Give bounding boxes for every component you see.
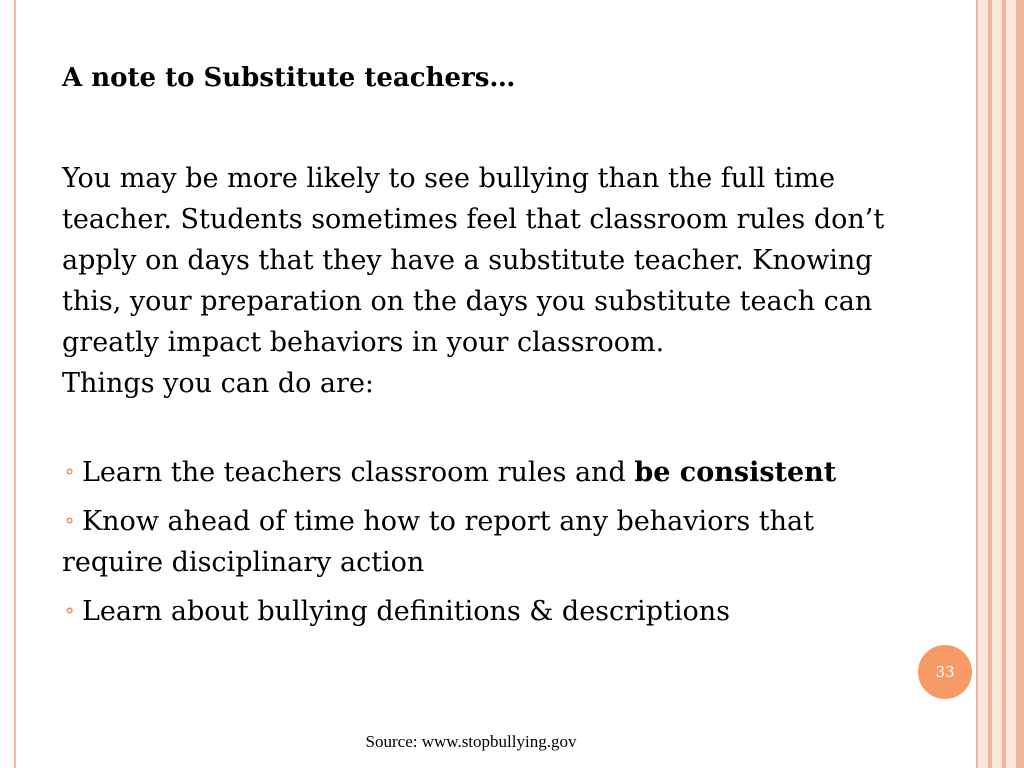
list-item [62,591,902,632]
page-number-badge: 33 [918,645,972,699]
decorative-stripe [1016,0,1024,768]
list-item [62,501,902,583]
bullet-text: Learn about bullying definitions & descriptions [82,596,730,627]
decorative-stripe [978,0,988,768]
bullet-text: Learn the teachers classroom rules and [82,457,635,488]
slide-title: A note to Substitute teachers… [62,63,516,93]
decorative-stripe [992,0,1002,768]
bullet-icon: ⚬ [62,511,78,532]
left-border-frame [0,0,16,768]
body-text [62,158,902,404]
things-intro: Things you can do are: [62,368,375,399]
bullet-list [62,452,902,640]
bullet-icon: ⚬ [62,462,78,483]
intro-paragraph: You may be more likely to see bullying than the full time teacher. Students sometimes feel that classroom rules don’t apply on days that they have a substitute teacher. Knowing this, your preparation on the days you substitute teach can greatly impact behaviors in your classroom. [62,163,885,358]
list-item [62,452,902,493]
bullet-icon: ⚬ [62,601,78,622]
bullet-text: Know ahead of time how to report any behaviors that require disciplinary action [62,506,814,578]
bullet-bold-text: be consistent [634,457,837,488]
decorative-stripe [1006,0,1016,768]
source-citation: Source: www.stopbullying.gov [365,732,577,751]
